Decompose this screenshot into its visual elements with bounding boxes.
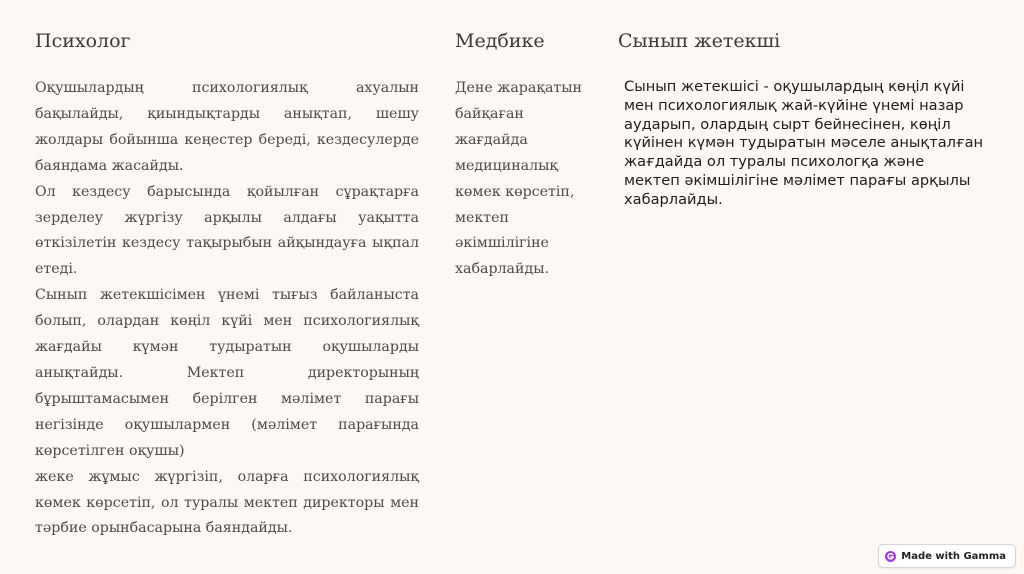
psychologist-paragraph-1: Оқушылардың психологиялық ахуалын бақылайды, қиындықтарды анықтап, шешу жолдары бойынша кеңестер береді, кездесулерде баяндама жасайды. (35, 80, 419, 174)
psychologist-paragraph-2: Ол кездесу барысында қойылған сұрақтарға зерделеу жүргізу арқылы алдағы уақытта өткізілетін кездесу тақырыбын айқындауға ықпал етеді. (35, 183, 419, 278)
badge-label: Made with Gamma (901, 550, 1006, 562)
psychologist-heading: Психолог (35, 30, 131, 52)
psychologist-text (35, 76, 419, 542)
made-with-gamma-badge[interactable] (878, 544, 1016, 568)
psychologist-paragraph-3: Сынып жетекшісімен үнемі тығыз байланыста болып, олардан көңіл күйі мен психологиялық жағдайы күмән тудыратын оқушыларды анықтайды. Мектеп директорының бұрыштамасымен берілген мәлімет парағы негізінде оқушылармен (мәлімет парағында көрсетілген оқушы) (35, 287, 419, 459)
gamma-logo-icon (885, 551, 896, 562)
class-teacher-heading: Сынып жетекші (618, 30, 781, 52)
nurse-text: Дене жарақатын байқаған жағдайда медициналық көмек көрсетіп, мектеп әкімшілігіне хабарлайды. (455, 80, 582, 278)
nurse-heading: Медбике (455, 30, 545, 52)
psychologist-paragraph-4: жеке жұмыс жүргізіп, оларға психологиялық көмек көрсетіп, ол туралы мектеп директоры мен тәрбие орынбасарына баяндайды. (35, 468, 419, 537)
class-teacher-text: Сынып жетекшісі - оқушылардың көңіл күйі мен психологиялық жай-күйіне үнемі назар аударып, олардың сырт бейнесінен, көңіл күйінен күмән тудыратын мәселе анықталған жағдайда ол туралы психологқа және мектеп әкімшілігіне мәлімет парағы арқылы хабарлайды. (624, 78, 984, 208)
